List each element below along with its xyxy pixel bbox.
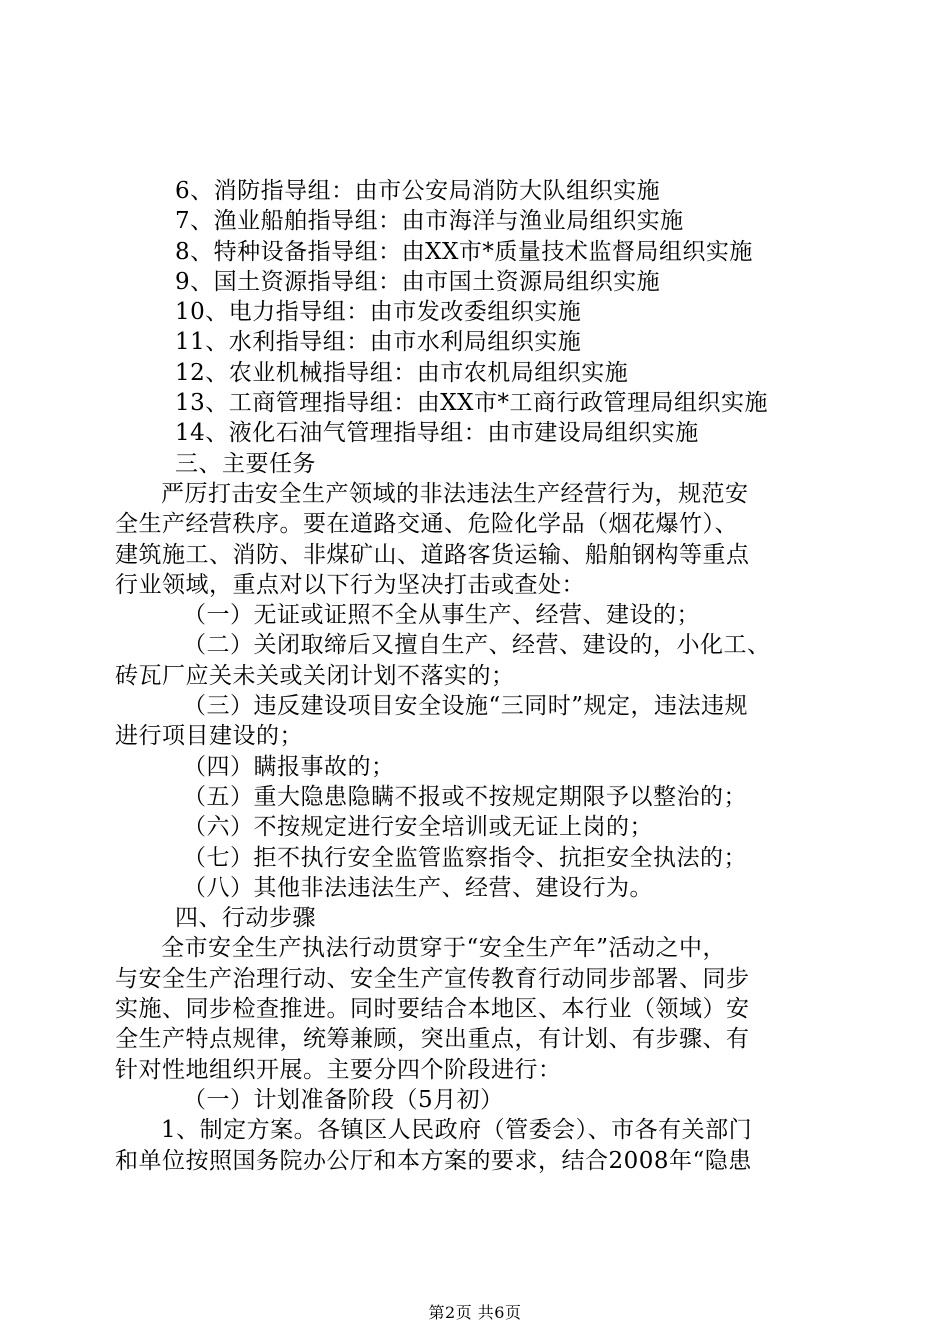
text-line: 8、特种设备指导组：由XX市*质量技术监督局组织实施	[175, 238, 753, 265]
text-line: （一）计划准备阶段（5月初）	[183, 1086, 504, 1113]
text-line: 砖瓦厂应关未关或关闭计划不落实的；	[115, 662, 515, 689]
text-line: 14、液化石油气管理指导组：由市建设局组织实施	[175, 420, 699, 447]
text-line: 进行项目建设的；	[115, 723, 303, 750]
text-line: 13、工商管理指导组：由XX市*工商行政管理局组织实施	[175, 390, 769, 417]
text-line: 实施、同步检查推进。同时要结合本地区、本行业（领域）安	[115, 996, 750, 1023]
text-line: 四、行动步骤	[175, 905, 316, 932]
text-line: （二）关闭取缔后又擅自生产、经营、建设的，小化工、	[183, 632, 771, 659]
page-footer: 第2页 共6页	[428, 1303, 522, 1322]
text-line: 和单位按照国务院办公厅和本方案的要求，结合2008年“隐患	[115, 1147, 752, 1174]
text-line: （八）其他非法违法生产、经营、建设行为。	[183, 874, 653, 901]
text-line: 12、农业机械指导组：由市农机局组织实施	[175, 359, 629, 386]
text-line: 严厉打击安全生产领域的非法违法生产经营行为，规范安	[161, 480, 749, 507]
text-line: （七）拒不执行安全监管监察指令、抗拒安全执法的；	[183, 844, 747, 871]
text-line: （五）重大隐患隐瞒不报或不按规定期限予以整治的；	[183, 783, 747, 810]
text-line: 建筑施工、消防、非煤矿山、道路客货运输、船舶钢构等重点	[115, 541, 750, 568]
text-line: 全市安全生产执法行动贯穿于“安全生产年”活动之中，	[161, 935, 727, 962]
text-line: 三、主要任务	[175, 450, 316, 477]
text-line: 针对性地组织开展。主要分四个阶段进行：	[115, 1056, 562, 1083]
text-line: （一）无证或证照不全从事生产、经营、建设的；	[183, 602, 700, 629]
text-line: 与安全生产治理行动、安全生产宣传教育行动同步部署、同步	[115, 965, 750, 992]
text-line: 7、渔业船舶指导组：由市海洋与渔业局组织实施	[175, 208, 684, 235]
text-line: 全生产经营秩序。要在道路交通、危险化学品（烟花爆竹）、	[115, 511, 738, 538]
text-line: （三）违反建设项目安全设施“三同时”规定，违法违规	[183, 693, 749, 720]
text-line: 11、水利指导组：由市水利局组织实施	[175, 329, 582, 356]
text-line: 行业领域，重点对以下行为坚决打击或查处：	[115, 571, 585, 598]
text-line: 全生产特点规律，统筹兼顾，突出重点，有计划、有步骤、有	[115, 1026, 750, 1053]
document-body	[115, 176, 835, 1176]
text-line: 1、制定方案。各镇区人民政府（管委会）、市各有关部门	[161, 1117, 753, 1144]
text-line: 10、电力指导组：由市发改委组织实施	[175, 299, 582, 326]
text-line: 9、国土资源指导组：由市国土资源局组织实施	[175, 268, 661, 295]
text-line: （六）不按规定进行安全培训或无证上岗的；	[183, 814, 653, 841]
text-line: 6、消防指导组：由市公安局消防大队组织实施	[175, 178, 661, 204]
text-line: （四）瞒报事故的；	[183, 753, 395, 780]
